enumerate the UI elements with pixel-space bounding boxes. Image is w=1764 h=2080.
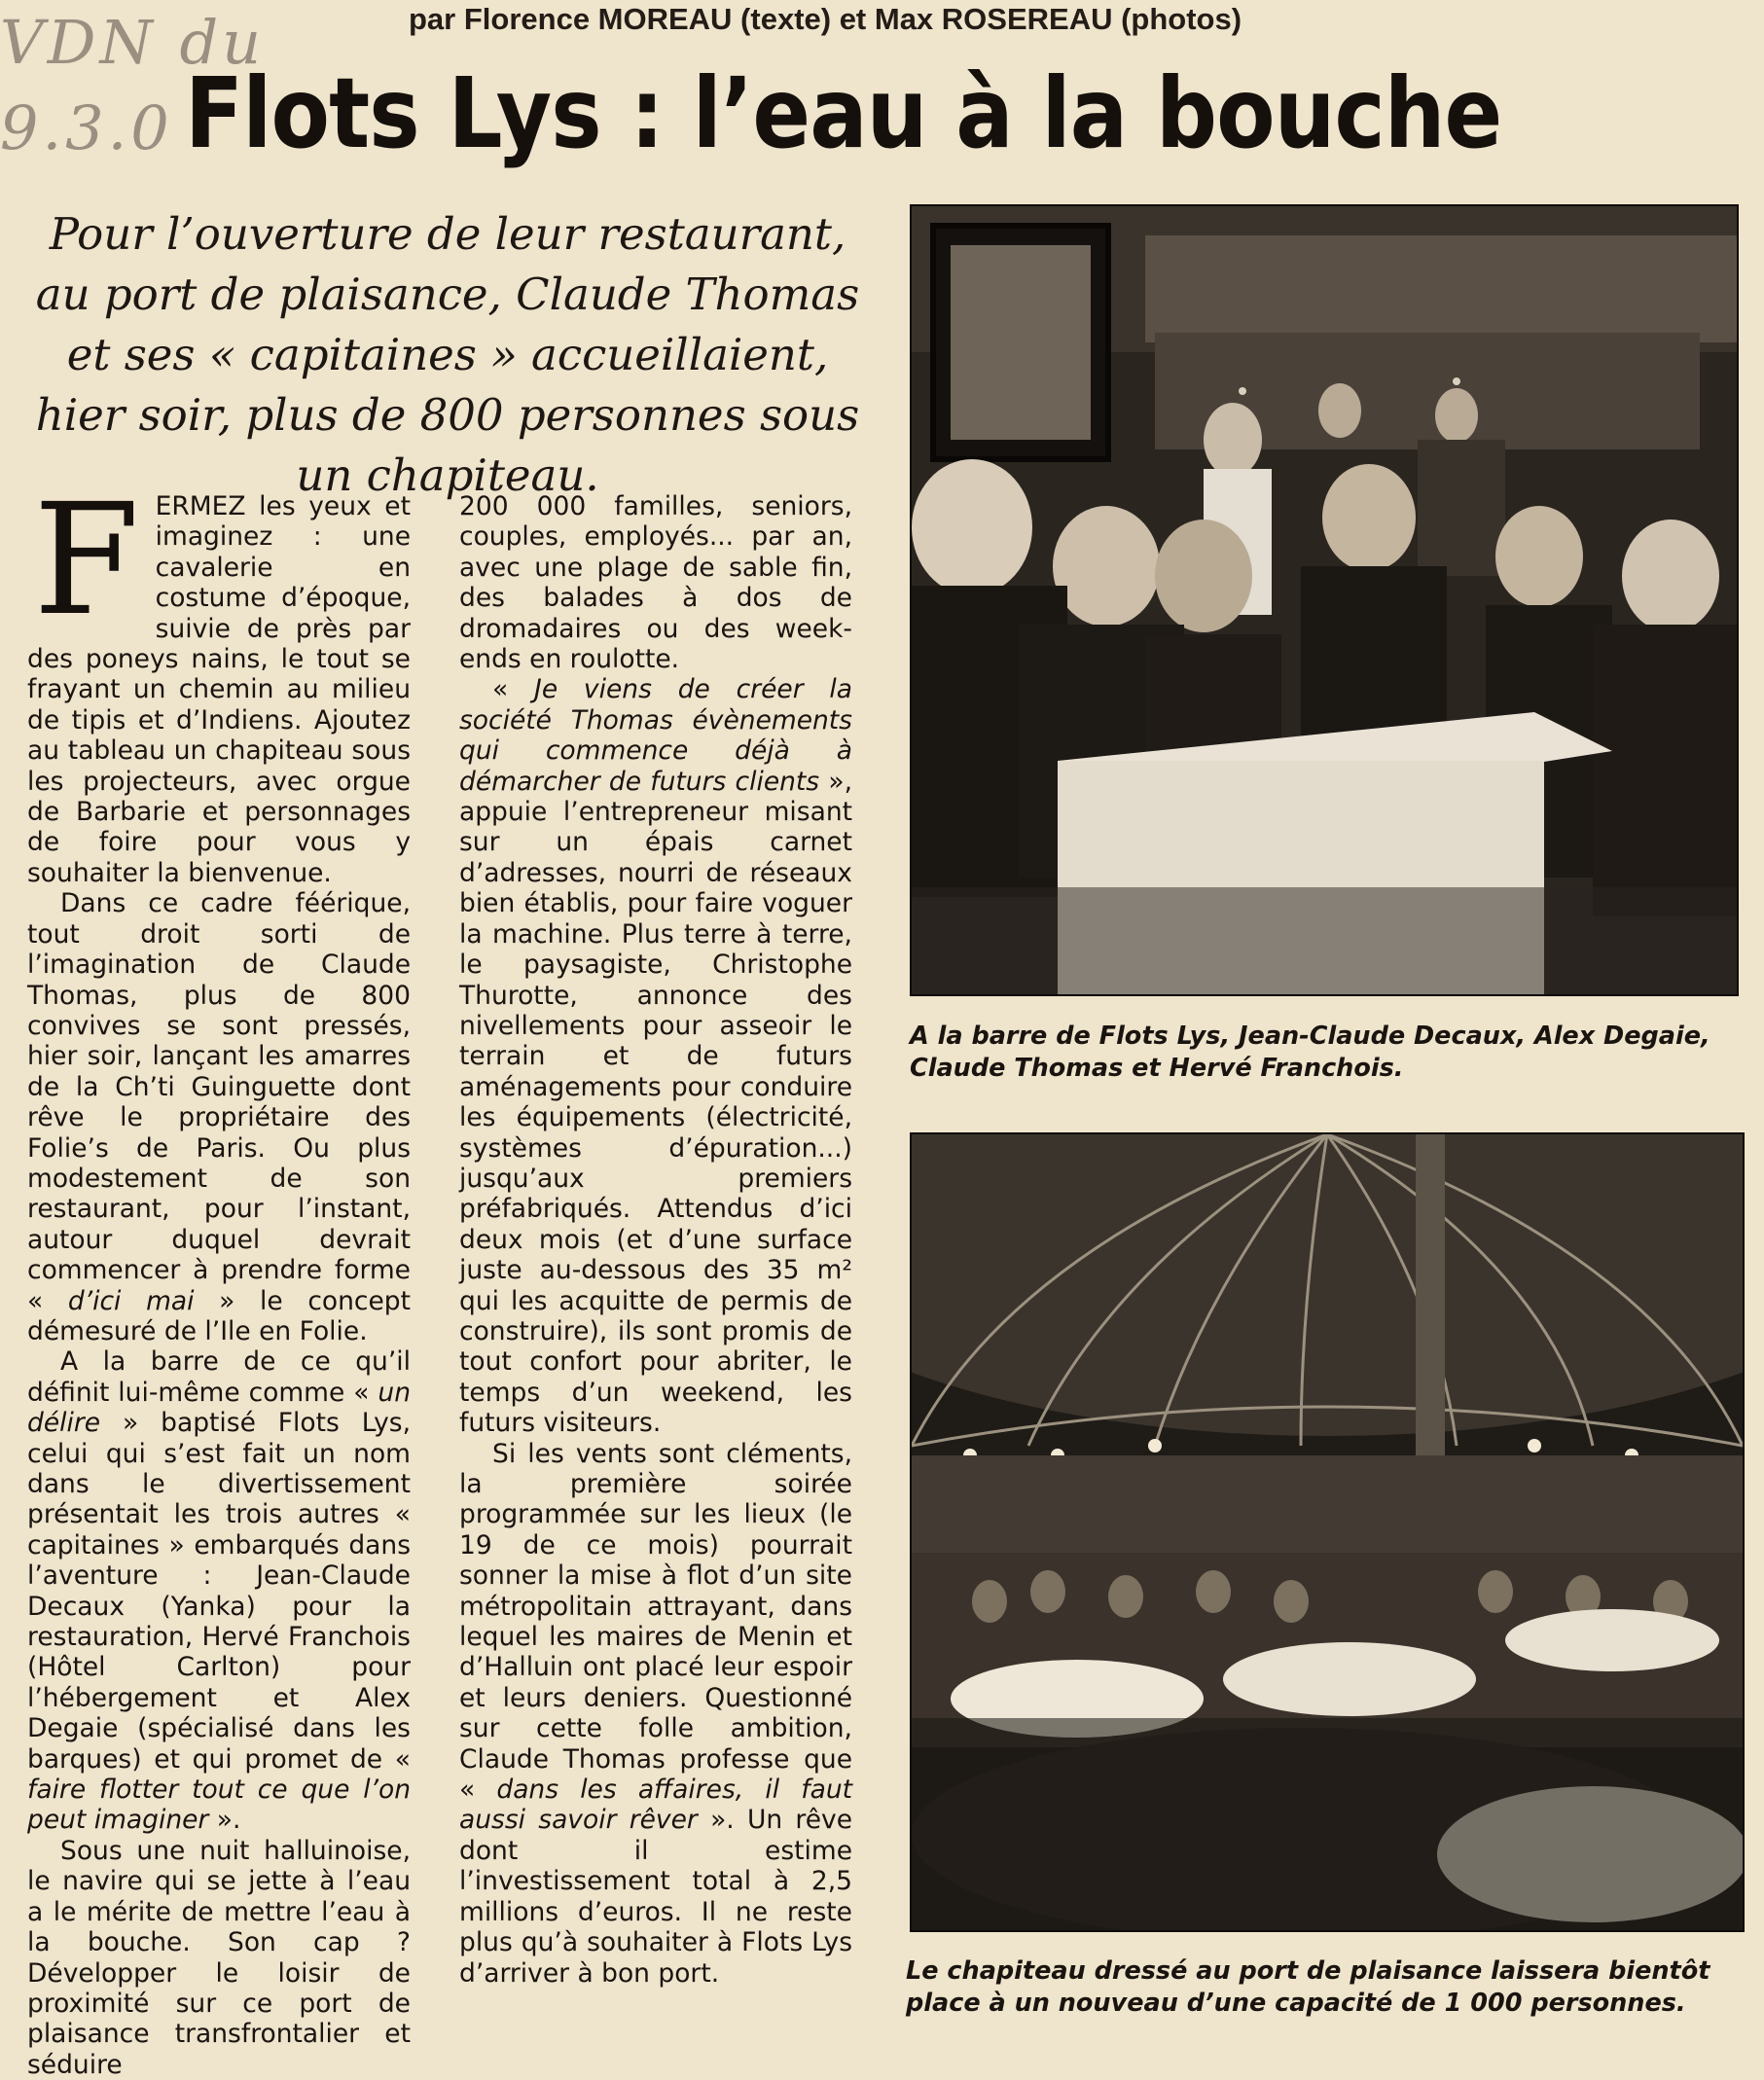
paragraph-text: «	[492, 674, 535, 705]
article-paragraph	[459, 674, 852, 1438]
article-paragraph	[27, 1346, 411, 1836]
photo-chapiteau-tent	[910, 1132, 1745, 1932]
quote-text: faire flotter tout ce que l’on peut imaginer	[27, 1775, 411, 1836]
drop-cap: F	[33, 471, 140, 650]
paragraph-text: ERMEZ les yeux et imaginez : une cavalerie en costume d’époque, suivie de près par des poneys nains, le tout se frayant un chemin au milieu de tipis et d’Indiens. Ajoutez au tableau un chapiteau sous les projecteurs, avec orgue de Barbarie et personnages de foire pour vous y souhaiter la bienvenue.	[27, 491, 411, 888]
article-paragraph: 200 000 familles, seniors, couples, employés... par an, avec une plage de sable fin, des balades à dos de dromadaires ou des week-ends en roulotte.	[459, 491, 852, 675]
photo-2-caption: Le chapiteau dressé au port de plaisance laissera bientôt place à un nouveau d’une capacité de 1 000 personnes.	[906, 1956, 1710, 2018]
article-paragraph	[459, 1439, 852, 1989]
paragraph-text: » baptisé Flots Lys, celui qui s’est fait un nom dans le divertissement présentait les trois autres « capitaines » embarqués dans l’aventure : Jean-Claude Decaux (Yanka) pour la restauration, Hervé Franchois (Hôtel Carlton) pour l’hébergement et Alex Degaie (spécialisé dans les barques) et qui promet de «	[27, 1408, 411, 1775]
quote-text: un délire	[27, 1377, 411, 1439]
quote-text: dans les affaires, il faut aussi savoir rêver	[459, 1775, 853, 1836]
photo-chapiteau-tent-image	[912, 1134, 1743, 1930]
article-paragraph	[27, 888, 411, 1346]
paragraph-text: ».	[208, 1805, 241, 1836]
paragraph-text: » le concept démesuré de l’Ile en Folie.	[27, 1285, 411, 1346]
paragraph-text: », appuie l’entrepreneur misant sur un épais carnet d’adresses, nourri de réseaux bien établis, pour faire voguer la machine. Plus terre à terre, le paysagiste, Christophe Thurotte, annonce des nivellements pour asseoir le terrain et de futurs aménagements pour conduire les équipements (électricité, systèmes d’épuration...) jusqu’aux premiers préfabriqués. Attendus d’ici deux mois (et d’une surface juste au-dessous des 35 m² qui les acquitte de permis de construire), ils sont promis de tout confort pour abriter, le temps d’un weekend, les futurs visiteurs.	[459, 766, 852, 1439]
quote-text: d’ici mai	[67, 1285, 195, 1316]
paragraph-text: Dans ce cadre féérique, tout droit sorti de l’imagination de Claude Thomas, plus de 800 convives se sont pressés, hier soir, lançant les amarres de la Ch’ti Guinguette dont rêve le propriétaire des Folie’s de Paris. Ou plus modestement de son restaurant, pour l’instant, autour duquel devrait commencer à prendre forme «	[27, 888, 411, 1316]
byline: par Florence MOREAU (texte) et Max ROSEREAU (photos)	[409, 2, 1242, 36]
article-paragraph	[27, 471, 411, 888]
article-column-2	[459, 491, 852, 1989]
photo-restaurant-bar	[910, 204, 1739, 996]
paragraph-text: Si les vents sont cléments, la première soirée programmée sur les lieux (le 19 de ce mois) pourrait sonner la mise à flot d’un site métropolitain attrayant, dans lequel les maires de Menin et d’Halluin ont placé leur espoir et leurs deniers. Questionné sur cette folle ambition, Claude Thomas professe que «	[459, 1438, 852, 1806]
handwritten-note-line2: 9.3.0	[0, 92, 173, 163]
headline: Flots Lys : l’eau à la bouche	[185, 56, 1502, 170]
standfirst: Pour l’ouverture de leur restaurant, au port de plaisance, Claude Thomas et ses « capitaines » accueillaient, hier soir, plus de 800 personnes sous un chapiteau.	[35, 208, 860, 501]
paragraph-text: ». Un rêve dont il estime l’investissement total à 2,5 millions d’euros. Il ne reste plus qu’à souhaiter à Flots Lys d’arriver à bon port.	[459, 1805, 853, 1989]
paragraph-text: A la barre de ce qu’il définit lui-même comme «	[27, 1346, 411, 1408]
article-paragraph: Sous une nuit halluinoise, le navire qui se jette à l’eau a le mérite de mettre l’eau à la bouche. Son cap ? Développer le loisir de proximité sur ce port de plaisance transfrontalier et séduire	[27, 1835, 411, 2080]
article-column-1	[27, 471, 411, 2080]
photo-1-caption: A la barre de Flots Lys, Jean-Claude Decaux, Alex Degaie, Claude Thomas et Hervé Franchois.	[910, 1022, 1710, 1083]
handwritten-note-line1: VDN du	[0, 7, 266, 78]
photo-restaurant-bar-image	[912, 206, 1737, 994]
quote-text: Je viens de créer la société Thomas évènements qui commence déjà à démarcher de futurs clients	[459, 674, 852, 797]
